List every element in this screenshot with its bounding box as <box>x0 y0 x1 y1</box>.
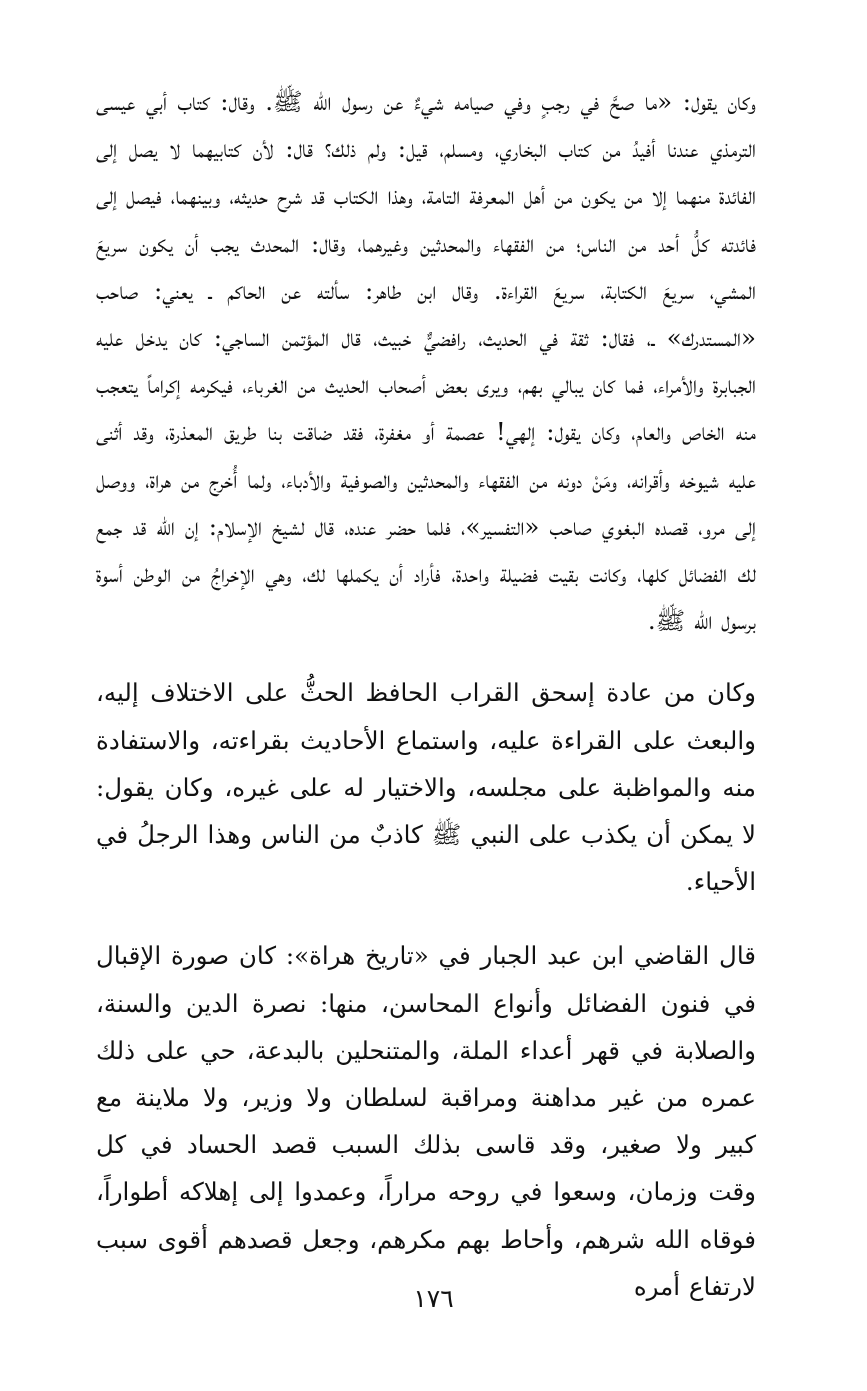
paragraph-2: وكان من عادة إسحق القراب الحافظ الحثُّ على الاختلاف إليه، والبعث على القراءة عليه، واستماع الأحاديث بقراءته، والاستفادة منه والمواظبة على مجلسه، والاختيار له على غيره، وكان يقول: لا يمكن أن يكذب على النبي ﷺ كاذبٌ من الناس وهذا الرجلُ في الأحياء. <box>96 678 756 897</box>
book-page <box>96 78 756 1310</box>
paragraph-3: قال القاضي ابن عبد الجبار في «تاريخ هراة»: كان صورة الإقبال في فنون الفضائل وأنواع المحاسن، منها: نصرة الدين والسنة، والصلابة في قهر أعداء الملة، والمتنحلين بالبدعة، حي على ذلك عمره من غير مداهنة ومراقبة لسلطان ولا وزير، ولا ملاينة مع كبير ولا صغير، وقد قاسى بذلك السبب قصد الحساد في كل وقت وزمان، وسعوا في روحه مراراً، وعمدوا إلى إهلاكه أطواراً، فوقاه الله شرهم، وأحاط بهم مكرهم، وجعل قصدهم أقوى سبب لارتفاع أمره <box>96 941 756 1301</box>
page-number: ١٧٦ <box>413 1284 454 1313</box>
paragraph-1: وكان يقول: «ما صحَّ في رجبٍ وفي صيامه شيءٌ عن رسول الله ﷺ. وقال: كتاب أبي عيسى الترمذي عندنا أفيدُ من كتاب البخاري، ومسلم، قيل: ولم ذلك؟ قال: لأن كتابيهما لا يصل إلى الفائدة منهما إلا من يكون من أهل المعرفة التامة، وهذا الكتاب قد شرح حديثه، وبينهما، فيصل إلى فائدته كلُّ أحد من الناس؛ من الفقهاء والمحدثين وغيرهما، وقال: المحدث يجب أن يكون سريعَ المشي، سريعَ الكتابة، سريعَ القراءة. وقال ابن طاهر: سألته عن الحاكم ـ يعني: صاحب «المستدرك» ـ، فقال: ثقة في الحديث، رافضيٌّ خبيث، قال المؤتمن الساجي: كان يدخل عليه الجبابرة والأمراء، فما كان يبالي بهم، ويرى بعض أصحاب الحديث من الغرباء، فيكرمه إكراماً يتعجب منه الخاص والعام، وكان يقول: إلهي! عصمة أو مغفرة، فقد ضاقت بنا طريق المعذرة، وقد أثنى عليه شيوخه وأقرانه، ومَنْ دونه من الفقهاء والمحدثين والصوفية والأدباء، ولما أُخرج من هراة، ووصل إلى مرو، قصده البغوي صاحب «التفسير»، فلما حضر عنده، قال لشيخ الإسلام: إن الله قد جمع لك الفضائل كلها، وكانت بقيت فضيلة واحدة، فأراد أن يكملها لك، وهي الإخراجُ من الوطن أسوة برسول الله ﷺ. <box>96 87 756 636</box>
